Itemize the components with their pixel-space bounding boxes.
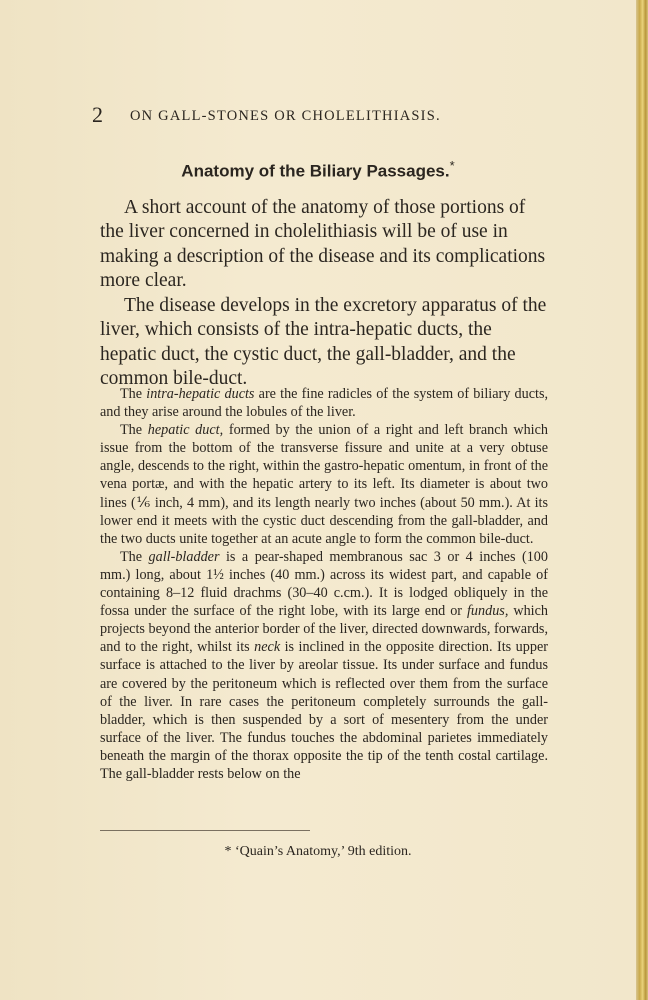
- section-heading: [0, 158, 636, 182]
- intra-hepatic-term: intra-hepatic ducts: [146, 386, 255, 402]
- intra-hepatic-text: are the fine radicles of the system of biliary ducts, and they arise around the lobules of the liver.: [100, 386, 549, 421]
- neck-term: neck: [254, 639, 281, 656]
- running-title: ON GALL-STONES OR CHOLELITHIASIS.: [130, 108, 441, 124]
- fundus-term: fundus,: [466, 603, 509, 620]
- page-number: 2: [92, 102, 103, 127]
- footnote-rule: [100, 830, 310, 831]
- anatomy-details: [100, 385, 548, 783]
- excretory-text: The disease develops in the excretory apparatus of the liver, which consists of the intra-hepatic ducts, the hepatic duct, the cystic duct, the gall-bladder, and the common bile-duct.: [100, 295, 547, 389]
- intra-pre: The: [120, 386, 147, 402]
- hepatic-duct-term: hepatic duct,: [147, 422, 224, 439]
- gall-bladder-paragraph: [100, 548, 548, 783]
- intro-text: A short account of the anatomy of those portions of the liver concerned in cholelithiasis will be of use in making a description of the disease and its complications more clear.: [100, 197, 546, 291]
- footnote: * ‘Quain’s Anatomy,’ 9th edition.: [224, 844, 412, 859]
- gall-pre: The: [120, 548, 149, 565]
- gall-bladder-text-1: is a pear-shaped membranous sac 3 or 4 inches (100 mm.) long, about 1½ inches (40 mm.) across its widest part, and capable of containing 8–12 fluid drachms (30–40 c.cm.). It is lodged obliquely in the fossa under the surface of the right lobe, with its large end or: [100, 548, 548, 620]
- section-heading-text: Anatomy of the Biliary Passages.: [181, 161, 450, 181]
- gall-bladder-term: gall-bladder: [148, 548, 220, 565]
- running-head: [92, 104, 572, 126]
- hepatic-duct-text: formed by the union of a right and left branch which issue from the bottom of the transverse fissure and unite at a very obtuse angle, descends to the right, within the gastro-hepatic omentum, in front of the vena portæ, and with the hepatic artery to its left. Its diameter is about two lines (⅙ inch, 4 mm), and its length nearly two inches (about 50 mm.). At its lower end it meets with the cystic duct descending from the gall-bladder, and the two ducts unite together at an acute angle to form the common bile-duct.: [100, 422, 549, 547]
- gilt-page-edge: [636, 0, 648, 1000]
- excretory-paragraph: [100, 294, 548, 391]
- intro-paragraph: [100, 196, 548, 293]
- gall-bladder-text-2: which projects beyond the anterior border of the liver, directed downwards, forwards, and to the right, whilst its: [100, 603, 548, 656]
- hepatic-duct-paragraph: [100, 421, 548, 548]
- gall-bladder-text-3: is inclined in the opposite direction. Its upper surface is attached to the liver by areolar tissue. Its under surface and fundus are covered by the peritoneum which is reflected over them from the surface of the liver. In rare cases the peritoneum completely surrounds the gall-bladder, which is then suspended by a sort of mesentery from the under surface of the liver. The fundus touches the abdominal parietes immediately beneath the margin of the thorax opposite the tip of the tenth costal cartilage. The gall-bladder rests below on the: [100, 639, 548, 782]
- hepatic-pre: The: [120, 422, 148, 439]
- footnote-mark: *: [449, 158, 455, 173]
- intra-hepatic-paragraph: [100, 385, 548, 421]
